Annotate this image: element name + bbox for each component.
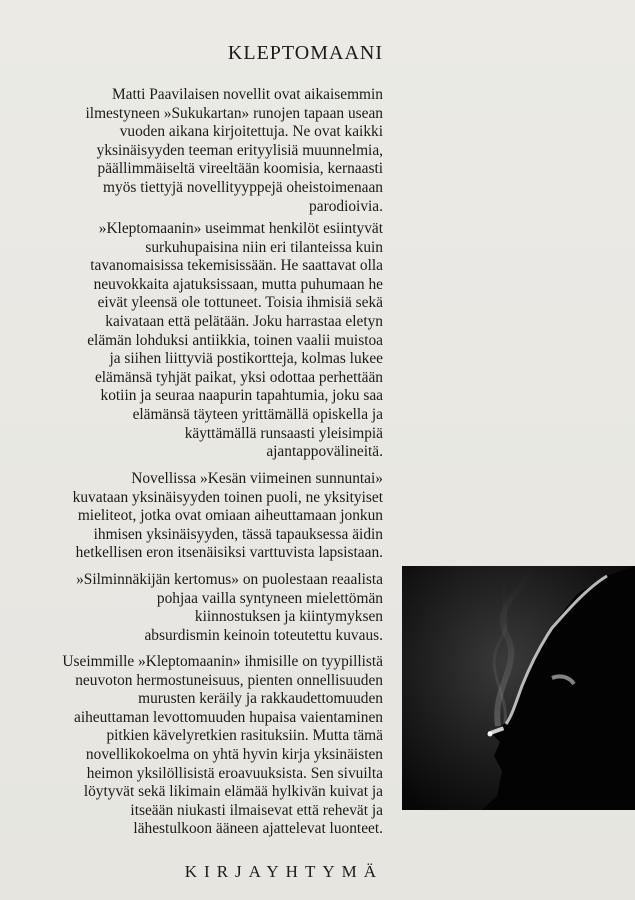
text-line: ilmestyneen »Sukukartan» runojen tapaan usean [85,104,383,122]
text-line: eivät yleensä ole tottuneet. Toisia ihmisiä sekä [97,294,383,312]
text-line: kiinnostuksen ja kiintymyksen [194,608,383,626]
text-line: hetkellisen eron itsenäisiksi varttuvista lapsistaan. [75,544,383,562]
text-line: ja siihen liittyviä postikortteja, kolmas lukee [109,350,383,368]
text-line: päällimmäiseltä vireeltään koomisia, kernaasti [97,160,383,178]
author-photo [402,566,635,810]
text-line: elämänsä tyhjät paikat, yksi odottaa perhettään [94,368,383,386]
text-line: ihmisen yksinäisyyden, tässä tapauksessa äidin [93,525,383,543]
text-line: käyttämällä runsaasti yleisimpiä [184,424,383,442]
publisher-name: KIRJAYHTYMÄ [184,862,383,881]
text-line: heimon yksilöllisistä eroavuuksista. Sen sivuilta [86,764,383,782]
text-line: »Kleptomaanin» useimmat henkilöt esiintyvät [98,220,383,237]
text-line: ajantappovälineitä. [266,443,383,461]
text-line: Novellissa »Kesän viimeinen sunnuntai» [131,470,383,487]
text-line: mielitеot, jotka ovat omiaan aiheuttamaan jonkun [77,507,383,525]
book-title: KLEPTOMAANI [227,42,383,64]
text-line: myös tiettyjä novellityyppejä oheistoimenaan [103,178,383,196]
text-line: itseään niukasti ilmaisevat että rehevät ja [130,801,383,819]
text-line: pohjaa vailla syntyneen mielettömän [156,589,383,607]
smoking-profile-photo [402,566,635,810]
text-line: Useimmille »Kleptomaanin» ihmisille on tyypillistä [62,653,383,670]
blurb-paragraph-1 [86,86,383,216]
text-line: Matti Paavilaisen novellit ovat aikaisemmin [112,86,383,103]
text-line: pitkien kävelyretkien rasituksiin. Mutta tämä [106,727,383,745]
text-line: neuvokkaita ajatuksissaan, mutta puhumaan he [93,275,383,293]
text-line: aiheuttaman levottomuuden hupaisa vaientaminen [73,708,383,726]
text-line: elämänsä täyteen yrittämällä opiskella ja [132,405,383,423]
text-line: kotiin ja seuraa naapurin tapahtumia, joku saa [100,387,383,405]
blurb-paragraph-2 [87,220,383,462]
text-line: lähestulkoon ääneen ajattelevat luonteet. [133,820,383,838]
blurb-paragraph-4 [76,571,383,645]
text-line: »Silminnäkijän kertomus» on puolestaan reaalista [76,571,383,588]
text-line: parodioivia. [309,197,383,215]
text-line: murusten keräily ja rakkaudettomuuden [138,690,383,708]
text-line: tavanomaisissa tekemisissään. He saattavat olla [90,257,383,275]
text-line: surkuhupaisina niin eri tilanteissa kuin [145,238,383,256]
text-line: kaivataan että pelätään. Joku harrastaa eletyn [105,312,383,330]
text-line: yksinäisyyden teeman erityylisiä muunnelmia, [96,141,383,159]
text-line: neuvoton hermostuneisuus, pienten onnellisuuden [75,671,383,689]
text-line: elämän lohduksi antiikkia, toinen vaalii muistoa [87,331,383,349]
text-line: löytyvät sekä likimain elämää hylkivän kuivat ja [83,783,383,801]
text-line: vuoden aikana kirjoitettuja. Ne ovat kaikki [119,123,383,141]
text-line: kuvataan yksinäisyyden toinen puoli, ne yksityiset [72,488,383,506]
text-line: absurdismin keinoin toteutettu kuvaus. [144,626,383,644]
text-line: novellikokoelma on yhtä hyvin kirja yksinäisten [85,745,383,763]
blurb-paragraph-5 [62,653,383,839]
blurb-paragraph-3 [73,470,383,563]
